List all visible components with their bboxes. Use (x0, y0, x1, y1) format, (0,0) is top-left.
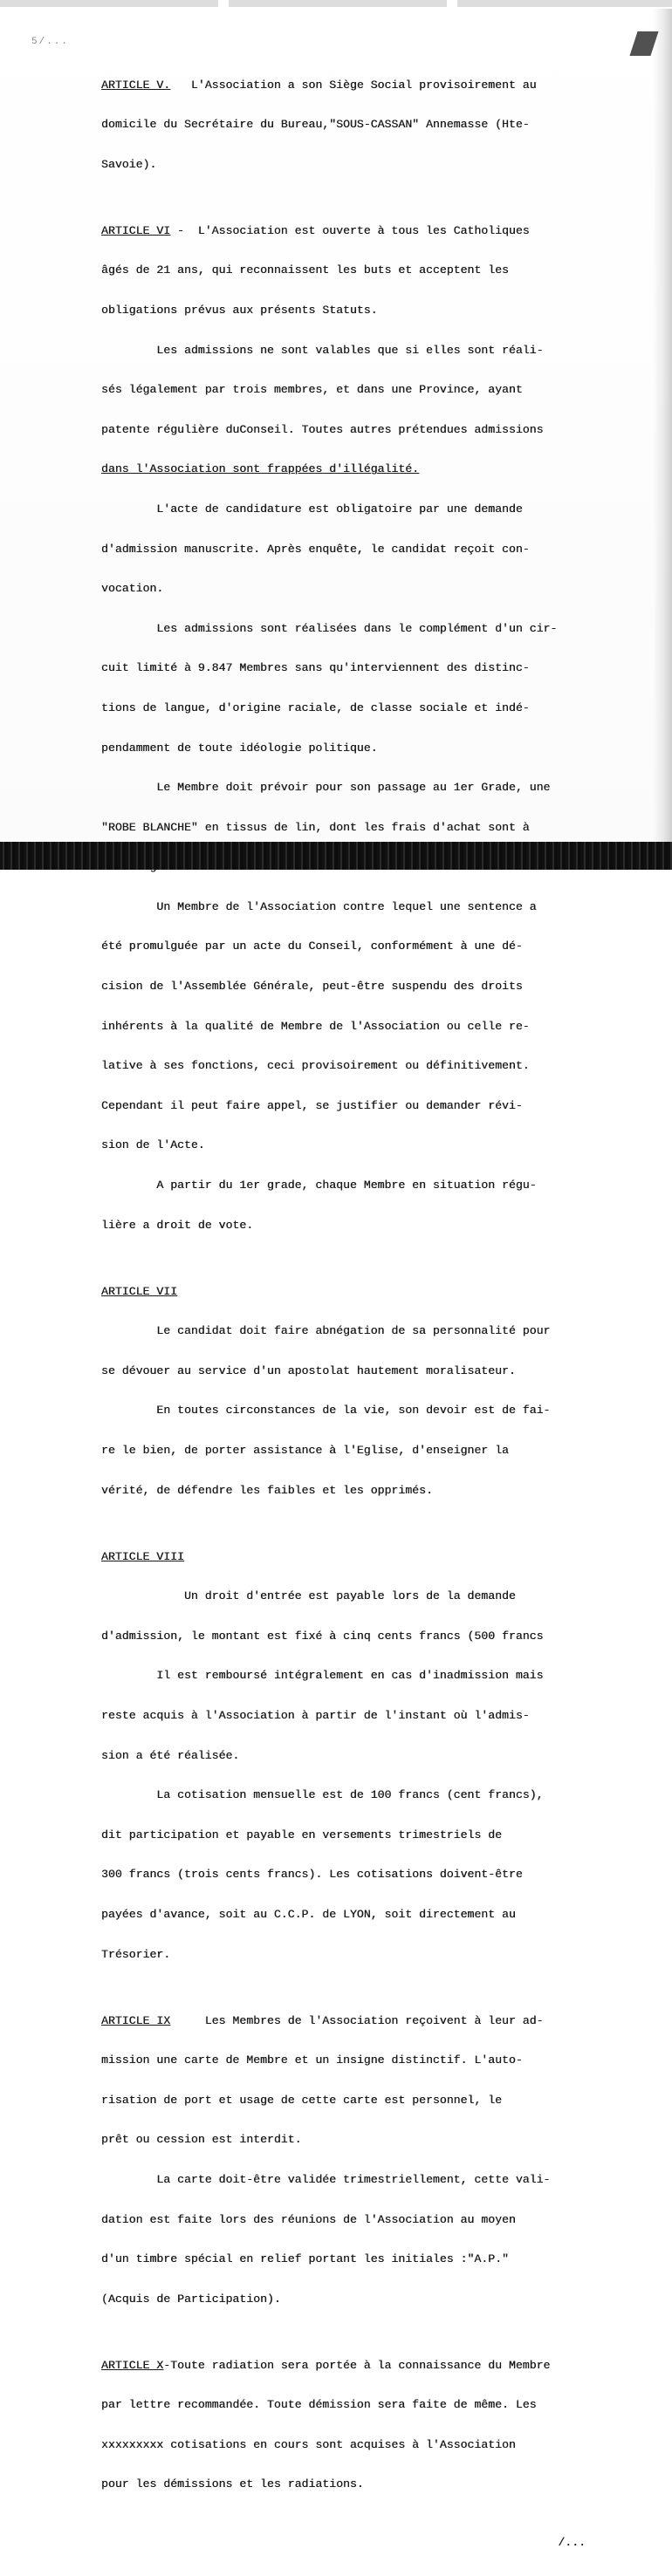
article-6-line: pendamment de toute idéologie politique. (101, 741, 378, 755)
article-9-line-1: ARTICLE IX Les Membres de l'Association reçoivent à leur ad- (101, 2013, 544, 2027)
article-6-line-1: ARTICLE VI - L'Association est ouverte à tous les Catholiques (101, 223, 530, 237)
article-9-line: mission une carte de Membre et un insigne distinctif. L'auto- (101, 2053, 523, 2067)
article-9-line: d'un timbre spécial en relief portant les initiales :"A.P." (101, 2252, 509, 2266)
article-7-line: vérité, de défendre les faibles et les opprimés. (101, 1483, 433, 1497)
article-7-line: re le bien, de porter assistance à l'Eglise, d'enseigner la (101, 1444, 509, 1458)
article-10-line: pour les démissions et les radiations. (101, 2477, 364, 2491)
article-6-line: d'admission manuscrite. Après enquête, le candidat reçoit con- (101, 542, 530, 556)
article-6-line: été promulguée par un acte du Conseil, conformément à une dé- (101, 940, 523, 953)
article-6-heading: ARTICLE VI (101, 223, 171, 237)
article-9-line: dation est faite lors des réunions de l'Association au moyen (101, 2212, 516, 2226)
article-6-line: sés légalement par trois membres, et dans une Province, ayant (101, 383, 523, 397)
article-6-line: patente régulière duConseil. Toutes autres prétendues admissions (101, 422, 544, 436)
article-6-line: L'acte de candidature est obligatoire par une demande (101, 502, 523, 516)
article-6-line: Les admissions ne sont valables que si elles sont réali- (101, 343, 544, 357)
scan-top-edge (0, 0, 672, 7)
article-7-line: Le candidat doit faire abnégation de sa personnalité pour (101, 1324, 551, 1338)
article-7-line: se dévouer au service d'un apostolat hautement moralisateur. (101, 1363, 516, 1377)
scan-bottom-edge (0, 842, 672, 870)
page-continuation: /... (558, 2536, 586, 2550)
article-8-line: La cotisation mensuelle est de 100 francs (cent francs), (101, 1788, 544, 1802)
article-8-line: Il est remboursé intégralement en cas d'inadmission mais (101, 1669, 544, 1683)
article-6-line: Le Membre doit prévoir pour son passage au 1er Grade, une (101, 781, 551, 795)
article-8-heading: ARTICLE VIII (101, 1549, 184, 1563)
article-8-line: 300 francs (trois cents francs). Les cotisations doivent-être (101, 1868, 523, 1882)
article-9-line: prêt ou cession est interdit. (101, 2133, 302, 2147)
article-6-line: lative à ses fonctions, ceci provisoirement ou définitivement. (101, 1059, 530, 1073)
article-6-line: cuit limité à 9.847 Membres sans qu'interviennent des distinc- (101, 661, 530, 675)
article-8-line: Trésorier. (101, 1947, 171, 1961)
article-8-line: reste acquis à l'Association à partir de l'instant où l'admis- (101, 1708, 530, 1722)
article-5-heading: ARTICLE V. (101, 78, 171, 92)
article-6-line: vocation. (101, 582, 164, 596)
scan-right-shadow (653, 9, 672, 842)
article-8-line: Un droit d'entrée est payable lors de la demande (101, 1589, 516, 1603)
article-6-line: cision de l'Assemblée Générale, peut-être suspendu des droits (101, 980, 523, 994)
article-9-heading: ARTICLE IX (101, 2013, 171, 2027)
article-10-line-1: ARTICLE X-Toute radiation sera portée à la connaissance du Membre (101, 2358, 551, 2372)
article-6-line: sion de l'Acte. (101, 1138, 205, 1152)
article-6-line: Un Membre de l'Association contre lequel une sentence a (101, 899, 537, 913)
article-7-line: En toutes circonstances de la vie, son devoir est de fai- (101, 1404, 551, 1418)
article-6-line: obligations prévus aux présents Statuts. (101, 303, 378, 317)
article-6-line: A partir du 1er grade, chaque Membre en situation régu- (101, 1179, 537, 1192)
margin-mark: 5/... (31, 37, 70, 47)
article-9-line: La carte doit-être validée trimestriellement, cette vali- (101, 2172, 551, 2186)
article-6-line: Cependant il peut faire appel, se justifier ou demander révi- (101, 1098, 523, 1112)
article-10-heading: ARTICLE X (101, 2358, 164, 2372)
article-6-line: inhérents à la qualité de Membre de l'Association ou celle re- (101, 1019, 530, 1033)
article-7-heading: ARTICLE VII (101, 1284, 178, 1298)
article-5-line-2: domicile du Secrétaire du Bureau,"SOUS-CASSAN" Annemasse (Hte- (101, 118, 530, 132)
article-10-line: xxxxxxxxx cotisations en cours sont acquises à l'Association (101, 2437, 516, 2451)
article-10-line: par lettre recommandée. Toute démission sera faite de même. Les (101, 2398, 537, 2412)
article-8-line: sion a été réalisée. (101, 1748, 240, 1762)
article-6-line: tions de langue, d'origine raciale, de classe sociale et indé- (101, 700, 530, 714)
article-6-line: Les admissions sont réalisées dans le complément d'un cir- (101, 621, 558, 635)
article-5-line-1: ARTICLE V. L'Association a son Siège Social provisoirement au (101, 78, 537, 92)
article-5-line-3: Savoie). (101, 157, 157, 171)
article-9-line: (Acquis de Participation). (101, 2292, 281, 2306)
article-8-line: dit participation et payable en versements trimestriels de (101, 1828, 502, 1841)
article-6-line: "ROBE BLANCHE" en tissus de lin, dont les frais d'achat sont à (101, 820, 530, 834)
document-body (101, 38, 647, 2576)
article-6-line: âgés de 21 ans, qui reconnaissent les buts et acceptent les (101, 263, 509, 277)
article-9-line: risation de port et usage de cette carte est personnel, le (101, 2093, 502, 2107)
article-6-line: lière a droit de vote. (101, 1218, 254, 1232)
article-8-line: payées d'avance, soit au C.C.P. de LYON, soit directement au (101, 1907, 516, 1921)
article-8-line: d'admission, le montant est fixé à cinq cents francs (500 francs (101, 1629, 544, 1643)
article-6-line: dans l'Association sont frappées d'illégalité. (101, 462, 420, 476)
